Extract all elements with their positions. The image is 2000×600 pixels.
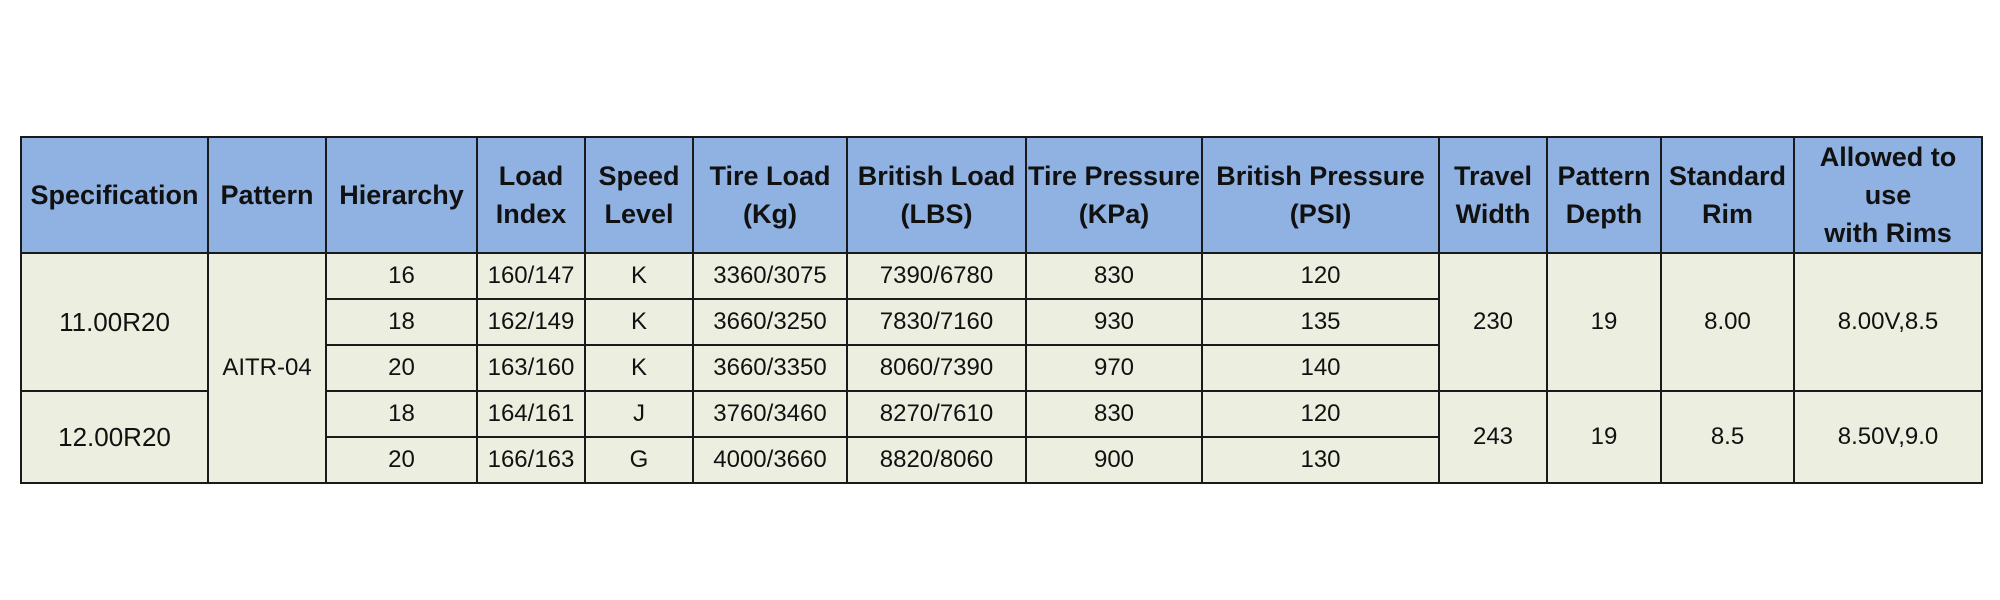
header-specification: Specification bbox=[21, 137, 208, 253]
load-index-cell: 164/161 bbox=[477, 391, 585, 437]
hierarchy-cell: 18 bbox=[326, 299, 477, 345]
hierarchy-cell: 20 bbox=[326, 345, 477, 391]
speed-level-cell: K bbox=[585, 345, 693, 391]
specification-cell: 11.00R20 bbox=[21, 253, 208, 391]
pattern-cell: AITR-04 bbox=[208, 253, 326, 483]
standard-rim-cell: 8.5 bbox=[1661, 391, 1794, 483]
speed-level-cell: K bbox=[585, 253, 693, 299]
british-pressure-cell: 130 bbox=[1202, 437, 1439, 483]
speed-level-cell: J bbox=[585, 391, 693, 437]
pattern-depth-cell: 19 bbox=[1547, 253, 1661, 391]
tire-load-cell: 3360/3075 bbox=[693, 253, 847, 299]
speed-level-cell: K bbox=[585, 299, 693, 345]
allowed-rims-cell: 8.50V,9.0 bbox=[1794, 391, 1982, 483]
british-load-cell: 8270/7610 bbox=[847, 391, 1026, 437]
header-british-load: British Load (LBS) bbox=[847, 137, 1026, 253]
tire-pressure-cell: 830 bbox=[1026, 391, 1202, 437]
header-pattern: Pattern bbox=[208, 137, 326, 253]
hierarchy-cell: 16 bbox=[326, 253, 477, 299]
tire-load-cell: 4000/3660 bbox=[693, 437, 847, 483]
header-pattern-depth: Pattern Depth bbox=[1547, 137, 1661, 253]
header-travel-width: Travel Width bbox=[1439, 137, 1547, 253]
header-standard-rim: Standard Rim bbox=[1661, 137, 1794, 253]
british-load-cell: 8820/8060 bbox=[847, 437, 1026, 483]
load-index-cell: 160/147 bbox=[477, 253, 585, 299]
load-index-cell: 162/149 bbox=[477, 299, 585, 345]
tire-spec-table bbox=[20, 136, 1983, 484]
british-pressure-cell: 120 bbox=[1202, 253, 1439, 299]
standard-rim-cell: 8.00 bbox=[1661, 253, 1794, 391]
allowed-rims-cell: 8.00V,8.5 bbox=[1794, 253, 1982, 391]
british-load-cell: 7830/7160 bbox=[847, 299, 1026, 345]
header-row bbox=[21, 137, 1982, 253]
header-tire-load: Tire Load (Kg) bbox=[693, 137, 847, 253]
header-load-index: Load Index bbox=[477, 137, 585, 253]
british-pressure-cell: 120 bbox=[1202, 391, 1439, 437]
british-pressure-cell: 140 bbox=[1202, 345, 1439, 391]
tire-load-cell: 3760/3460 bbox=[693, 391, 847, 437]
load-index-cell: 166/163 bbox=[477, 437, 585, 483]
british-pressure-cell: 135 bbox=[1202, 299, 1439, 345]
tire-pressure-cell: 830 bbox=[1026, 253, 1202, 299]
tire-pressure-cell: 900 bbox=[1026, 437, 1202, 483]
specification-cell: 12.00R20 bbox=[21, 391, 208, 483]
hierarchy-cell: 18 bbox=[326, 391, 477, 437]
load-index-cell: 163/160 bbox=[477, 345, 585, 391]
tire-pressure-cell: 970 bbox=[1026, 345, 1202, 391]
header-british-pressure: British Pressure (PSI) bbox=[1202, 137, 1439, 253]
table-row bbox=[21, 253, 1982, 299]
tire-load-cell: 3660/3250 bbox=[693, 299, 847, 345]
pattern-depth-cell: 19 bbox=[1547, 391, 1661, 483]
tire-pressure-cell: 930 bbox=[1026, 299, 1202, 345]
hierarchy-cell: 20 bbox=[326, 437, 477, 483]
tire-load-cell: 3660/3350 bbox=[693, 345, 847, 391]
header-speed-level: Speed Level bbox=[585, 137, 693, 253]
travel-width-cell: 230 bbox=[1439, 253, 1547, 391]
header-tire-pressure: Tire Pressure (KPa) bbox=[1026, 137, 1202, 253]
header-allowed-rims: Allowed to use with Rims bbox=[1794, 137, 1982, 253]
british-load-cell: 7390/6780 bbox=[847, 253, 1026, 299]
header-hierarchy: Hierarchy bbox=[326, 137, 477, 253]
british-load-cell: 8060/7390 bbox=[847, 345, 1026, 391]
speed-level-cell: G bbox=[585, 437, 693, 483]
travel-width-cell: 243 bbox=[1439, 391, 1547, 483]
